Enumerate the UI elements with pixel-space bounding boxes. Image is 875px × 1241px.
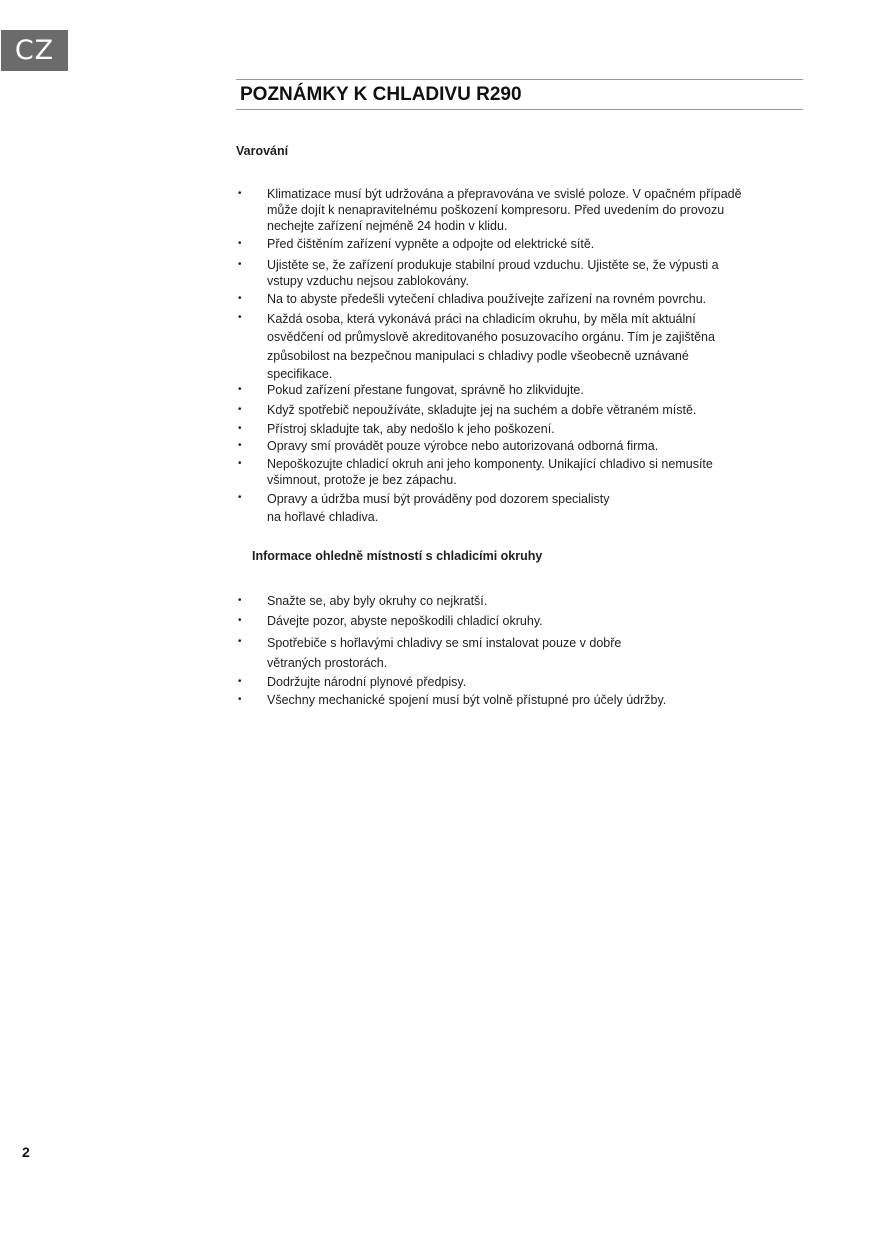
warning-item-text: Ujistěte se, že zařízení produkuje stabilní proud vzduchu. Ujistěte se, že výpusti a vstupy vzduchu nejsou zablokovány. bbox=[267, 258, 719, 288]
bullet-icon: • bbox=[238, 676, 242, 687]
bullet-icon: • bbox=[238, 384, 242, 395]
bullet-icon: • bbox=[238, 188, 242, 199]
warning-item-text: Nepoškozujte chladicí okruh ani jeho komponenty. Unikající chladivo si nemusíte všimnout, protože je bez zápachu. bbox=[267, 457, 713, 487]
rooms-item-text: Dávejte pozor, abyste nepoškodili chladicí okruhy. bbox=[267, 614, 543, 628]
rooms-item-text: Snažte se, aby byly okruhy co nejkratší. bbox=[267, 594, 488, 608]
bullet-icon: • bbox=[238, 293, 242, 304]
bullet-icon: • bbox=[238, 458, 242, 469]
bullet-icon: • bbox=[238, 440, 242, 451]
warning-item-text: Klimatizace musí být udržována a přepravována ve svislé poloze. V opačném případě může dojít k nenapravitelnému poškození kompresoru. Před uvedením do provozu nechejte zařízení nejméně 24 hodin v klidu. bbox=[267, 187, 742, 233]
bullet-icon: • bbox=[238, 694, 242, 705]
language-tab: CZ bbox=[1, 30, 68, 71]
warning-item-text: Opravy smí provádět pouze výrobce nebo autorizovaná odborná firma. bbox=[267, 439, 659, 453]
bullet-icon: • bbox=[238, 259, 242, 270]
warning-item-text: Každá osoba, která vykonává práci na chladicím okruhu, by měla mít aktuální osvědčení od průmyslově akreditovaného posuzovacího orgánu. Tím je zajištěna způsobilost na bezpečnou manipulaci s chladivy podle všeobecně uznávané specifikace. bbox=[267, 312, 715, 381]
bullet-icon: • bbox=[238, 595, 242, 606]
warning-item-text: Opravy a údržba musí být prováděny pod dozorem specialisty na hořlavé chladiva. bbox=[267, 492, 610, 525]
bullet-icon: • bbox=[238, 423, 242, 434]
warning-heading: Varování bbox=[236, 144, 289, 158]
bullet-icon: • bbox=[238, 312, 242, 323]
page-number: 2 bbox=[22, 1144, 30, 1160]
rooms-item-text: Všechny mechanické spojení musí být volně přístupné pro účely údržby. bbox=[267, 693, 667, 707]
bullet-icon: • bbox=[238, 636, 242, 647]
rooms-heading: Informace ohledně místností s chladicími okruhy bbox=[252, 549, 543, 563]
page-title: POZNÁMKY K CHLADIVU R290 bbox=[240, 84, 522, 105]
rooms-item-text: Spotřebiče s hořlavými chladivy se smí instalovat pouze v dobře větraných prostorách. bbox=[267, 636, 622, 670]
rooms-item-text: Dodržujte národní plynové předpisy. bbox=[267, 675, 467, 689]
bullet-icon: • bbox=[238, 492, 242, 503]
warning-item-text: Přístroj skladujte tak, aby nedošlo k jeho poškození. bbox=[267, 422, 555, 436]
bullet-icon: • bbox=[238, 615, 242, 626]
bullet-icon: • bbox=[238, 238, 242, 249]
warning-item-text: Před čištěním zařízení vypněte a odpojte od elektrické sítě. bbox=[267, 237, 595, 251]
warning-item-text: Pokud zařízení přestane fungovat, správně ho zlikvidujte. bbox=[267, 383, 584, 397]
warning-item-text: Na to abyste předešli vytečení chladiva používejte zařízení na rovném povrchu. bbox=[267, 292, 707, 306]
title-block bbox=[236, 79, 803, 110]
bullet-icon: • bbox=[238, 404, 242, 415]
warning-item-text: Když spotřebič nepoužíváte, skladujte jej na suchém a dobře větraném místě. bbox=[267, 403, 697, 417]
